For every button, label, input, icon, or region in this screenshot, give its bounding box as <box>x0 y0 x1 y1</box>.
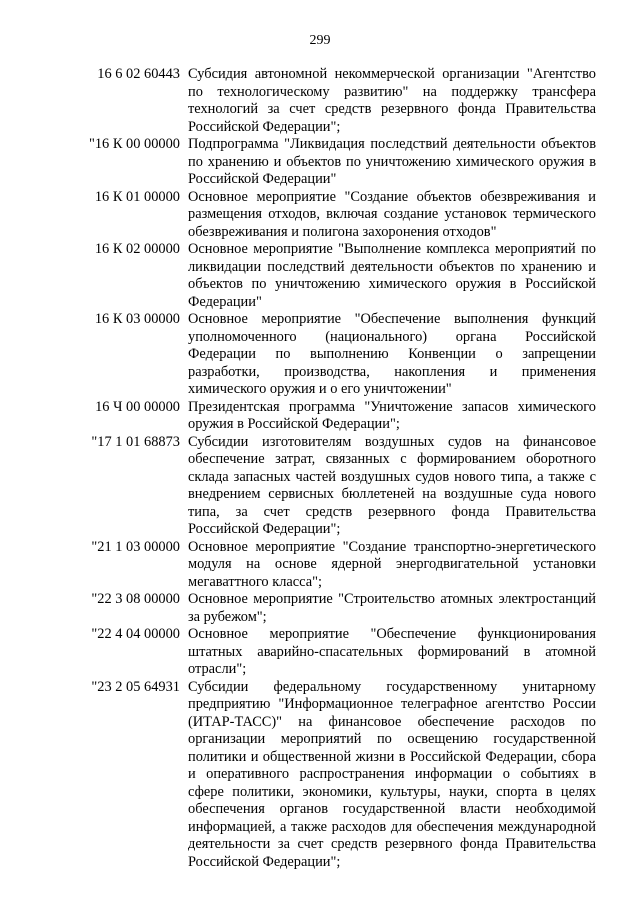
description-line: Основное мероприятие "Создание транспортно-энергетического <box>188 538 596 555</box>
description-line: разработки, производства, накопления и применения <box>188 363 596 380</box>
description-line: информацией, а также расходов для обеспечения международной <box>188 818 596 835</box>
description-line: Федерации" <box>188 293 262 310</box>
description-line: оружия в Российской Федерации"; <box>188 416 400 432</box>
description-line: отрасли"; <box>188 661 247 677</box>
description-line: объектов по уничтожению химического оружия в Российской <box>188 276 596 292</box>
description-line: обеспечения органов государственной власти необходимой <box>188 801 596 817</box>
page-number: 299 <box>309 33 331 48</box>
description-line: сфере политики, экономики, культуры, науки, спорта в целях <box>188 783 596 800</box>
description-line: уполномоченного (национального) органа Российской <box>188 328 596 345</box>
budget-code-description <box>188 626 596 679</box>
budget-code-description <box>188 241 596 311</box>
description-line: Основное мероприятие "Выполнение комплекса мероприятий по <box>188 241 596 257</box>
budget-code: "23 2 05 64931 <box>91 678 180 695</box>
budget-code-description <box>188 136 596 189</box>
description-line: модуля на основе ядерной энергодвигательной установки <box>188 556 596 572</box>
budget-code-entry <box>80 136 600 189</box>
budget-code: 16 К 02 00000 <box>94 241 180 257</box>
budget-code-description <box>188 679 596 872</box>
description-line: Российской Федерации"; <box>188 118 341 135</box>
budget-code: 16 К 03 00000 <box>94 311 180 327</box>
description-line: по хранению и объектов по уничтожению химического оружия в <box>188 153 596 170</box>
description-line: штатных аварийно-спасательных формирований в атомной <box>188 643 596 660</box>
budget-code-description <box>188 434 596 539</box>
budget-code-entry <box>80 399 600 434</box>
description-line: Основное мероприятие "Обеспечение выполнения функций <box>188 311 596 327</box>
description-line: мегаваттного класса"; <box>188 573 322 590</box>
budget-code-description <box>188 311 596 399</box>
description-line: ликвидации последствий деятельности объектов по хранению и <box>188 258 596 275</box>
budget-code: "21 1 03 00000 <box>91 538 180 555</box>
description-line: Российской Федерации" <box>188 171 337 187</box>
description-line: Субсидии изготовителям воздушных судов на финансовое <box>188 433 596 450</box>
description-line: технологий за счет средств резервного фонда Правительства <box>188 101 596 117</box>
description-line: типа, за счет средств резервного фонда Правительства <box>188 503 596 520</box>
budget-code-description <box>188 539 596 592</box>
budget-code-description <box>188 66 596 136</box>
description-line: Российской Федерации"; <box>188 521 341 537</box>
description-line: Субсидия автономной некоммерческой организации "Агентство <box>188 66 596 82</box>
budget-code-entry <box>80 241 600 311</box>
description-line: по технологическому развитию" на поддержку трансфера <box>188 83 596 100</box>
description-line: Основное мероприятие "Создание объектов обезвреживания и <box>188 188 596 205</box>
budget-code-entry <box>80 66 600 136</box>
budget-code: "17 1 01 68873 <box>91 433 180 450</box>
budget-code-entry <box>80 591 600 626</box>
description-line: Федерации по выполнению Конвенции о запрещении <box>188 346 596 362</box>
budget-code-description <box>188 591 596 626</box>
description-line: размещения отходов, включая создание установок термического <box>188 206 596 222</box>
budget-code: 16 6 02 60443 <box>97 66 180 82</box>
description-line: внедрением сервисных бюллетеней на воздушные суда нового <box>188 486 596 502</box>
description-line: склада запасных частей воздушных судов нового типа, а также с <box>188 468 596 485</box>
description-line: обезвреживания и полигона захоронения отходов" <box>188 223 497 240</box>
code-list <box>80 66 600 871</box>
description-line: и оперативного распространения информации о событиях в <box>188 766 596 782</box>
budget-code: 16 К 01 00000 <box>94 188 180 205</box>
description-line: Субсидии федеральному государственному унитарному <box>188 678 596 695</box>
budget-code-entry <box>80 679 600 872</box>
description-line: Российской Федерации"; <box>188 853 341 870</box>
description-line: организации мероприятий по освещению государственной <box>188 731 596 747</box>
budget-code-description <box>188 399 596 434</box>
description-line: обеспечение затрат, связанных с формированием оборотного <box>188 451 596 467</box>
description-line: Основное мероприятие "Строительство атомных электростанций <box>188 591 596 607</box>
budget-code: 16 Ч 00 00000 <box>95 398 180 415</box>
description-line: (ИТАР-ТАСС)" на финансовое обеспечение расходов по <box>188 713 596 730</box>
description-line: политики и общественной жизни в Российской Федерации, сбора <box>188 748 596 765</box>
description-line: Президентская программа "Уничтожение запасов химического <box>188 398 596 415</box>
description-line: химического оружия и о его уничтожении" <box>188 381 452 397</box>
budget-code-entry <box>80 311 600 399</box>
description-line: Подпрограмма "Ликвидация последствий деятельности объектов <box>188 136 596 152</box>
budget-code: "22 3 08 00000 <box>91 591 180 607</box>
description-line: за рубежом"; <box>188 608 267 625</box>
budget-code: "16 К 00 00000 <box>88 136 180 152</box>
budget-code-description <box>188 189 596 242</box>
budget-code-entry <box>80 539 600 592</box>
description-line: предприятию "Информационное телеграфное агентство России <box>188 696 596 712</box>
budget-code-entry <box>80 626 600 679</box>
description-line: Основное мероприятие "Обеспечение функционирования <box>188 626 596 642</box>
budget-code: "22 4 04 00000 <box>91 626 180 642</box>
description-line: деятельности за счет средств резервного фонда Правительства <box>188 836 596 852</box>
budget-code-entry <box>80 189 600 242</box>
budget-code-entry <box>80 434 600 539</box>
